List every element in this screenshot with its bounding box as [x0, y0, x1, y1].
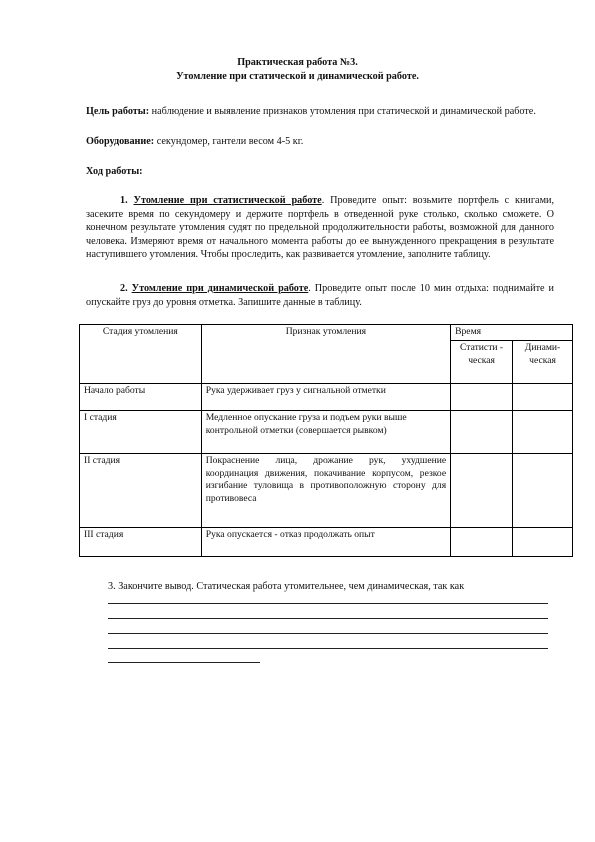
- step-1-text: . Проведите опыт: возьмите портфель с книгами, засеките время по секундомеру и держите портфель в отведенной руке столько, сколько сможете. О конечном результате утомления судят по предельной продолжительности работы, возможной для данного человека. Измеряют время от начального момента работы до ее вынужденного прекращения в результате наступившего утомления. Чтобы проследить, как развивается утомление, заполните таблицу.: [86, 195, 555, 261]
- answer-line[interactable]: [108, 618, 548, 619]
- row-static-cell[interactable]: [451, 410, 513, 453]
- row-static-cell[interactable]: [451, 453, 513, 527]
- step-1-paragraph: [86, 194, 554, 262]
- row-stage: I стадия: [80, 410, 202, 453]
- step-1-heading: Утомление при статистической работе: [133, 195, 322, 206]
- procedure-label: Ход работы:: [86, 166, 143, 177]
- row-dynamic-cell[interactable]: [513, 453, 573, 527]
- table-row: [80, 410, 573, 453]
- step-2-heading: Утомление при динамической работе: [131, 283, 309, 294]
- equipment-label: Оборудование:: [86, 136, 155, 147]
- goal-paragraph: [86, 105, 554, 119]
- row-sign: Покраснение лица, дрожание рук, ухудшение координация движения, покачивание корпусом, резкое изгибание туловища в противоположную сторону для противовеса: [201, 453, 450, 527]
- header-static: Статисти - ческая: [451, 340, 513, 383]
- header-dynamic: Динами- ческая: [513, 340, 573, 383]
- row-static-cell[interactable]: [451, 527, 513, 556]
- header-signs: Признак утомления: [201, 325, 450, 384]
- page-title: [0, 56, 595, 83]
- header-time: Время: [451, 325, 573, 341]
- row-stage: Начало работы: [80, 383, 202, 410]
- row-static-cell[interactable]: [451, 383, 513, 410]
- title-line-2: Утомление при статической и динамической работе.: [176, 70, 419, 82]
- row-sign: Рука опускается - отказ продолжать опыт: [201, 527, 450, 556]
- answer-line-short[interactable]: [108, 662, 260, 663]
- answer-line[interactable]: [108, 603, 548, 604]
- table-row: [80, 527, 573, 556]
- row-dynamic-cell[interactable]: [513, 383, 573, 410]
- goal-label: Цель работы:: [86, 106, 150, 117]
- step-1-number: 1.: [120, 195, 128, 206]
- fatigue-table: [79, 324, 573, 557]
- row-sign: Медленное опускание груза и подъем руки выше контрольной отметки (совершается рывком): [201, 410, 450, 453]
- row-dynamic-cell[interactable]: [513, 527, 573, 556]
- row-stage: III стадия: [80, 527, 202, 556]
- goal-text: наблюдение и выявление признаков утомления при статической и динамической работе.: [149, 106, 536, 117]
- answer-line[interactable]: [108, 648, 548, 649]
- row-dynamic-cell[interactable]: [513, 410, 573, 453]
- step-2-paragraph: [86, 282, 554, 309]
- step-2-text: . Проведите опыт после 10 мин отдыха: поднимайте и опускайте груз до уровня отметка. Запишите данные в таблицу.: [86, 283, 555, 308]
- title-line-1: Практическая работа №3.: [237, 57, 358, 68]
- equipment-text: секундомер, гантели весом 4-5 кг.: [154, 136, 304, 147]
- row-sign: Рука удерживает груз у сигнальной отметки: [201, 383, 450, 410]
- answer-line[interactable]: [108, 633, 548, 634]
- step-2-number: 2.: [120, 283, 128, 294]
- row-stage: II стадия: [80, 453, 202, 527]
- equipment-paragraph: [86, 135, 554, 149]
- table-row: [80, 383, 573, 410]
- table-row: [80, 453, 573, 527]
- step-3-prompt: 3. Закончите вывод. Статическая работа утомительнее, чем динамическая, так как: [108, 581, 465, 592]
- header-stage: Стадия утомления: [80, 325, 202, 384]
